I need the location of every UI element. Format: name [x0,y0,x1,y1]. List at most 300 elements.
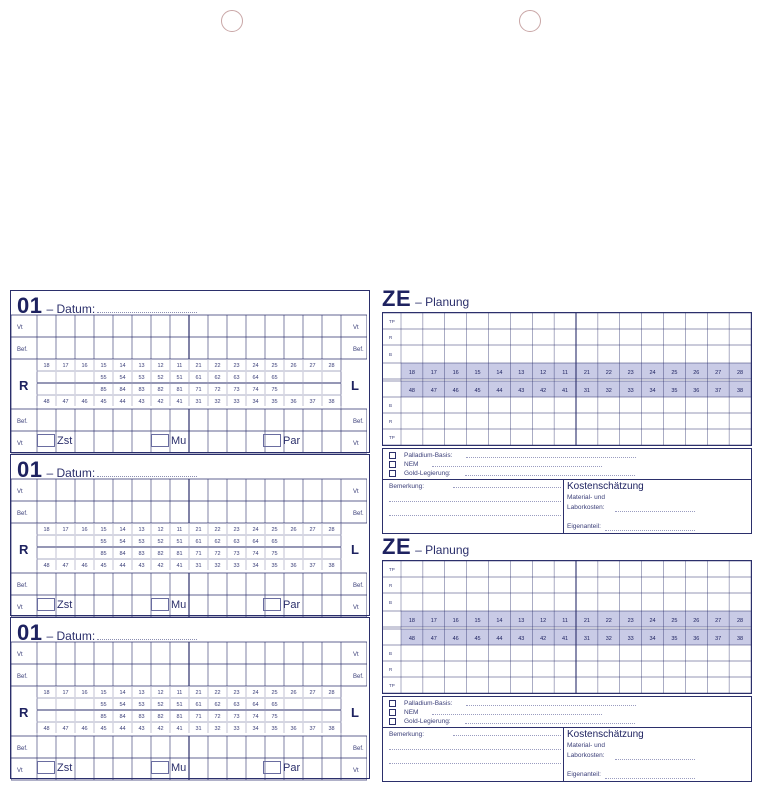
tooth-number: 65 [271,375,278,381]
tooth-number: 12 [157,690,164,696]
side-right-label: R [19,378,29,393]
tooth-number: 27 [309,690,316,696]
row-label: Vt [353,441,359,447]
option-0[interactable] [389,452,636,459]
checkbox-label: Par [283,435,301,447]
tooth-number: 36 [693,388,700,394]
checkbox-box[interactable] [263,761,281,774]
tooth-number: 24 [649,618,656,624]
tooth-number: 11 [176,363,183,369]
datum-field[interactable] [97,629,197,640]
checkbox-label: Mu [171,762,187,774]
datum-label: – Datum: [46,629,96,643]
row-label: Vt [17,441,23,447]
tooth-number: 35 [671,388,678,394]
tooth-number: 18 [408,618,415,624]
row-label: B [389,600,393,605]
checkbox-label: Zst [57,435,73,447]
cost-labor-line[interactable] [615,759,695,760]
option-line [465,719,635,724]
tooth-number: 43 [518,388,525,394]
tooth-number: 53 [138,702,145,708]
cost-material-label: Material- und [567,494,605,501]
tooth-number: 82 [157,387,164,393]
ze-tooth-chart [383,561,751,693]
tooth-number: 33 [233,726,240,732]
tooth-number: 42 [157,399,164,405]
row-label: R [389,583,393,588]
checkbox-mu[interactable] [151,598,186,611]
cost-own-line[interactable] [605,530,695,531]
option-checkbox[interactable] [389,700,396,707]
tooth-number: 38 [328,726,335,732]
option-label: NEM [404,461,419,468]
checkbox-box[interactable] [37,598,55,611]
checkbox-par[interactable] [263,761,300,774]
tooth-number: 32 [214,726,221,732]
right-hole [519,10,541,32]
tooth-number: 24 [252,527,259,533]
tooth-number: 12 [540,370,547,376]
tooth-number: 36 [290,563,297,569]
tooth-number: 74 [252,551,259,557]
tooth-number: 84 [119,551,126,557]
tooth-number: 45 [474,636,481,642]
tooth-number: 85 [100,714,107,720]
tooth-number: 31 [195,726,202,732]
row-label: Vt [353,605,359,611]
option-2[interactable] [389,718,635,725]
card-01 [10,617,370,779]
tooth-number: 32 [214,399,221,405]
tooth-number: 14 [496,618,503,624]
tooth-number: 81 [176,387,183,393]
row-label: Bef. [17,347,28,353]
tooth-number: 47 [430,636,437,642]
tooth-number: 42 [540,636,547,642]
tooth-number: 17 [62,690,69,696]
tooth-number: 13 [138,690,145,696]
tooth-number: 47 [62,726,69,732]
side-left-label: L [351,378,359,393]
tooth-number: 63 [233,539,240,545]
ze-header [382,286,469,312]
checkbox-box[interactable] [37,434,55,447]
option-1[interactable] [389,461,602,468]
tooth-number: 83 [138,387,145,393]
tooth-number: 35 [671,636,678,642]
tooth-number: 16 [81,690,88,696]
ze-subtitle: – Planung [415,295,470,309]
tooth-number: 17 [62,527,69,533]
tooth-number: 47 [430,388,437,394]
card-number: 01 [17,457,43,482]
tooth-number: 72 [214,387,221,393]
tooth-number: 12 [157,363,164,369]
tooth-number: 42 [157,563,164,569]
tooth-number: 45 [100,726,107,732]
row-label: R [389,419,393,424]
tooth-number: 21 [195,690,202,696]
tooth-number: 14 [119,690,126,696]
checkbox-box[interactable] [151,598,169,611]
tooth-number: 25 [271,527,278,533]
row-label: R [389,667,393,672]
checkbox-box[interactable] [263,434,281,447]
option-checkbox[interactable] [389,470,396,477]
tooth-number: 26 [290,690,297,696]
tooth-number: 25 [671,370,678,376]
tooth-number: 16 [81,527,88,533]
tooth-number: 48 [43,726,50,732]
row-label: Vt [353,489,359,495]
tooth-number: 44 [119,563,126,569]
tooth-number: 54 [119,702,126,708]
tooth-number: 31 [195,563,202,569]
tooth-number: 23 [627,370,634,376]
checkbox-box[interactable] [151,761,169,774]
datum-field[interactable] [97,302,197,313]
tooth-number: 46 [81,399,88,405]
tooth-number: 21 [583,370,590,376]
remark-label: Bemerkung: [389,731,425,738]
row-label: Bef. [353,746,364,752]
side-right-label: R [19,542,29,557]
tooth-number: 71 [195,387,202,393]
tooth-number: 82 [157,551,164,557]
tooth-number: 14 [119,363,126,369]
card-number: 01 [17,293,43,318]
checkbox-label: Par [283,762,301,774]
tooth-number: 38 [737,636,744,642]
option-checkbox[interactable] [389,718,396,725]
row-label: Bef. [353,674,364,680]
ze-tooth-chart [383,313,751,445]
tooth-number: 44 [496,388,503,394]
remark-line[interactable] [389,515,561,516]
tooth-number: 52 [157,539,164,545]
checkbox-box[interactable] [263,598,281,611]
tooth-number: 51 [176,375,183,381]
tooth-number: 74 [252,714,259,720]
checkbox-zst[interactable] [37,761,72,774]
tooth-number: 21 [195,527,202,533]
tooth-number: 18 [43,527,50,533]
tooth-number: 46 [81,726,88,732]
row-label: Bef. [17,674,28,680]
tooth-number: 36 [290,726,297,732]
tooth-number: 26 [693,618,700,624]
tooth-number: 12 [157,527,164,533]
tooth-number: 53 [138,539,145,545]
side-right-label: R [19,705,29,720]
datum-label: – Datum: [46,302,96,316]
checkbox-par[interactable] [263,434,300,447]
tooth-number: 41 [176,563,183,569]
row-label: Bef. [17,583,28,589]
tooth-number: 25 [271,363,278,369]
tooth-number: 73 [233,387,240,393]
tooth-number: 75 [271,714,278,720]
datum-field[interactable] [97,466,197,477]
option-line [465,471,635,476]
tooth-number: 81 [176,551,183,557]
row-label: Vt [353,652,359,658]
tooth-number: 64 [252,702,259,708]
side-left-label: L [351,705,359,720]
tooth-number: 48 [43,563,50,569]
checkbox-par[interactable] [263,598,300,611]
option-0[interactable] [389,700,636,707]
ze-info-panel [382,448,752,534]
option-checkbox[interactable] [389,709,396,716]
tooth-number: 16 [452,618,459,624]
tooth-number: 51 [176,539,183,545]
datum-label: – Datum: [46,466,96,480]
ze-subtitle: – Planung [415,543,470,557]
tooth-number: 65 [271,702,278,708]
tooth-number: 65 [271,539,278,545]
tooth-number: 11 [562,618,568,624]
tooth-number: 54 [119,539,126,545]
card-ze [380,288,752,538]
cost-labor-line[interactable] [615,511,695,512]
tooth-number: 11 [562,370,568,376]
checkbox-mu[interactable] [151,761,186,774]
tooth-number: 25 [671,618,678,624]
tooth-number: 46 [81,563,88,569]
tooth-number: 33 [233,563,240,569]
option-label: Palladium-Basis: [404,700,453,707]
tooth-number: 38 [328,399,335,405]
tooth-number: 85 [100,387,107,393]
option-1[interactable] [389,709,602,716]
option-line [432,710,602,715]
tooth-number: 25 [271,690,278,696]
tooth-number: 47 [62,563,69,569]
tooth-number: 84 [119,387,126,393]
tooth-number: 63 [233,702,240,708]
tooth-number: 23 [627,618,634,624]
tooth-number: 15 [474,618,481,624]
cost-own-line[interactable] [605,778,695,779]
tooth-number: 11 [176,527,183,533]
row-label: Bef. [17,511,28,517]
tooth-number: 54 [119,375,126,381]
tooth-number: 28 [737,618,744,624]
tooth-number: 28 [328,690,335,696]
tooth-number: 26 [290,527,297,533]
tooth-number: 28 [737,370,744,376]
tooth-number: 31 [583,388,590,394]
tooth-number: 63 [233,375,240,381]
row-label: R [389,335,393,340]
tooth-number: 34 [649,636,656,642]
tooth-number: 28 [328,527,335,533]
cost-labor-label: Laborkosten: [567,504,605,511]
tooth-number: 27 [715,370,722,376]
tooth-number: 24 [252,363,259,369]
row-label: Vt [353,325,359,331]
tooth-number: 17 [62,363,69,369]
tooth-number: 34 [252,399,259,405]
checkbox-mu[interactable] [151,434,186,447]
row-label: Bef. [17,419,28,425]
cost-material-label: Material- und [567,742,605,749]
tooth-number: 23 [233,690,240,696]
option-2[interactable] [389,470,635,477]
tooth-number: 85 [100,551,107,557]
tooth-number: 45 [100,399,107,405]
row-label: Vt [353,768,359,774]
tooth-number: 75 [271,551,278,557]
checkbox-label: Par [283,599,301,611]
tooth-number: 46 [452,388,459,394]
tooth-number: 15 [100,363,107,369]
tooth-number: 84 [119,714,126,720]
card-ze [380,536,752,786]
tooth-number: 53 [138,375,145,381]
tooth-number: 36 [693,636,700,642]
checkbox-label: Zst [57,762,73,774]
option-label: Gold-Legierung: [404,718,451,725]
info-vsep [563,479,564,533]
tooth-number: 48 [43,399,50,405]
tooth-number: 43 [138,563,145,569]
tooth-number: 74 [252,387,259,393]
tooth-number: 55 [100,539,107,545]
tooth-number: 47 [62,399,69,405]
checkbox-label: Zst [57,599,73,611]
tooth-number: 18 [408,370,415,376]
row-label: Bef. [17,746,28,752]
remark-line[interactable] [389,763,561,764]
tooth-number: 32 [605,388,612,394]
tooth-number: 83 [138,714,145,720]
tooth-number: 61 [195,702,202,708]
cost-own-label: Eigenanteil: [567,523,601,530]
option-checkbox[interactable] [389,452,396,459]
ze-header [382,534,469,560]
option-line [466,701,636,706]
tooth-number: 13 [138,527,145,533]
tooth-number: 41 [176,726,183,732]
tooth-number: 37 [309,563,316,569]
left-hole [221,10,243,32]
tooth-number: 12 [540,618,547,624]
tooth-number: 33 [627,388,634,394]
tooth-number: 26 [693,370,700,376]
card-number: 01 [17,620,43,645]
tooth-number: 22 [605,370,612,376]
remark-line[interactable] [453,735,561,736]
tooth-number: 45 [100,563,107,569]
checkbox-box[interactable] [37,761,55,774]
row-label: Vt [17,489,23,495]
tooth-number: 82 [157,714,164,720]
tooth-number: 26 [290,363,297,369]
row-label: Vt [17,652,23,658]
row-label: Vt [17,605,23,611]
tooth-number: 11 [176,690,183,696]
checkbox-box[interactable] [151,434,169,447]
option-checkbox[interactable] [389,461,396,468]
tooth-number: 35 [271,726,278,732]
cost-labor-label: Laborkosten: [567,752,605,759]
tooth-number: 33 [627,636,634,642]
tooth-number: 23 [233,363,240,369]
option-line [466,453,636,458]
tooth-number: 18 [43,690,50,696]
remark-line[interactable] [453,487,561,488]
row-label: Bef. [353,419,364,425]
tooth-number: 42 [157,726,164,732]
tooth-number: 34 [252,726,259,732]
tooth-number: 37 [309,726,316,732]
tooth-number: 71 [195,551,202,557]
tooth-number: 21 [583,618,590,624]
remark-label: Bemerkung: [389,483,425,490]
tooth-number: 33 [233,399,240,405]
tooth-number: 14 [496,370,503,376]
tooth-number: 22 [214,363,221,369]
tooth-number: 34 [252,563,259,569]
tooth-number: 75 [271,387,278,393]
row-label: B [389,352,393,357]
tooth-number: 14 [119,527,126,533]
tooth-number: 18 [43,363,50,369]
info-vsep [563,727,564,781]
ze-chart-panel [382,560,752,694]
tooth-number: 38 [737,388,744,394]
row-label: B [389,403,393,408]
tooth-number: 64 [252,375,259,381]
tooth-number: 55 [100,702,107,708]
cost-own-label: Eigenanteil: [567,771,601,778]
row-label: B [389,651,393,656]
tooth-number: 13 [138,363,145,369]
remark-line[interactable] [389,749,561,750]
ze-title: ZE [382,534,412,559]
tooth-number: 72 [214,551,221,557]
info-separator [383,727,751,728]
tooth-number: 16 [81,363,88,369]
tooth-number: 52 [157,702,164,708]
tooth-number: 21 [195,363,202,369]
info-separator [383,479,751,480]
tooth-number: 31 [583,636,590,642]
tooth-number: 81 [176,714,183,720]
checkbox-label: Mu [171,599,187,611]
row-label: TP [389,435,395,440]
tooth-number: 23 [233,527,240,533]
tooth-number: 62 [214,375,221,381]
tooth-number: 28 [328,363,335,369]
row-label: Vt [17,768,23,774]
tooth-number: 42 [540,388,547,394]
tooth-number: 41 [176,399,183,405]
tooth-number: 45 [474,388,481,394]
tooth-number: 43 [518,636,525,642]
ze-info-panel [382,696,752,782]
checkbox-zst[interactable] [37,598,72,611]
remark-line[interactable] [389,501,561,502]
tooth-number: 35 [271,563,278,569]
option-label: NEM [404,709,419,716]
checkbox-zst[interactable] [37,434,72,447]
tooth-number: 22 [605,618,612,624]
tooth-number: 41 [562,388,569,394]
